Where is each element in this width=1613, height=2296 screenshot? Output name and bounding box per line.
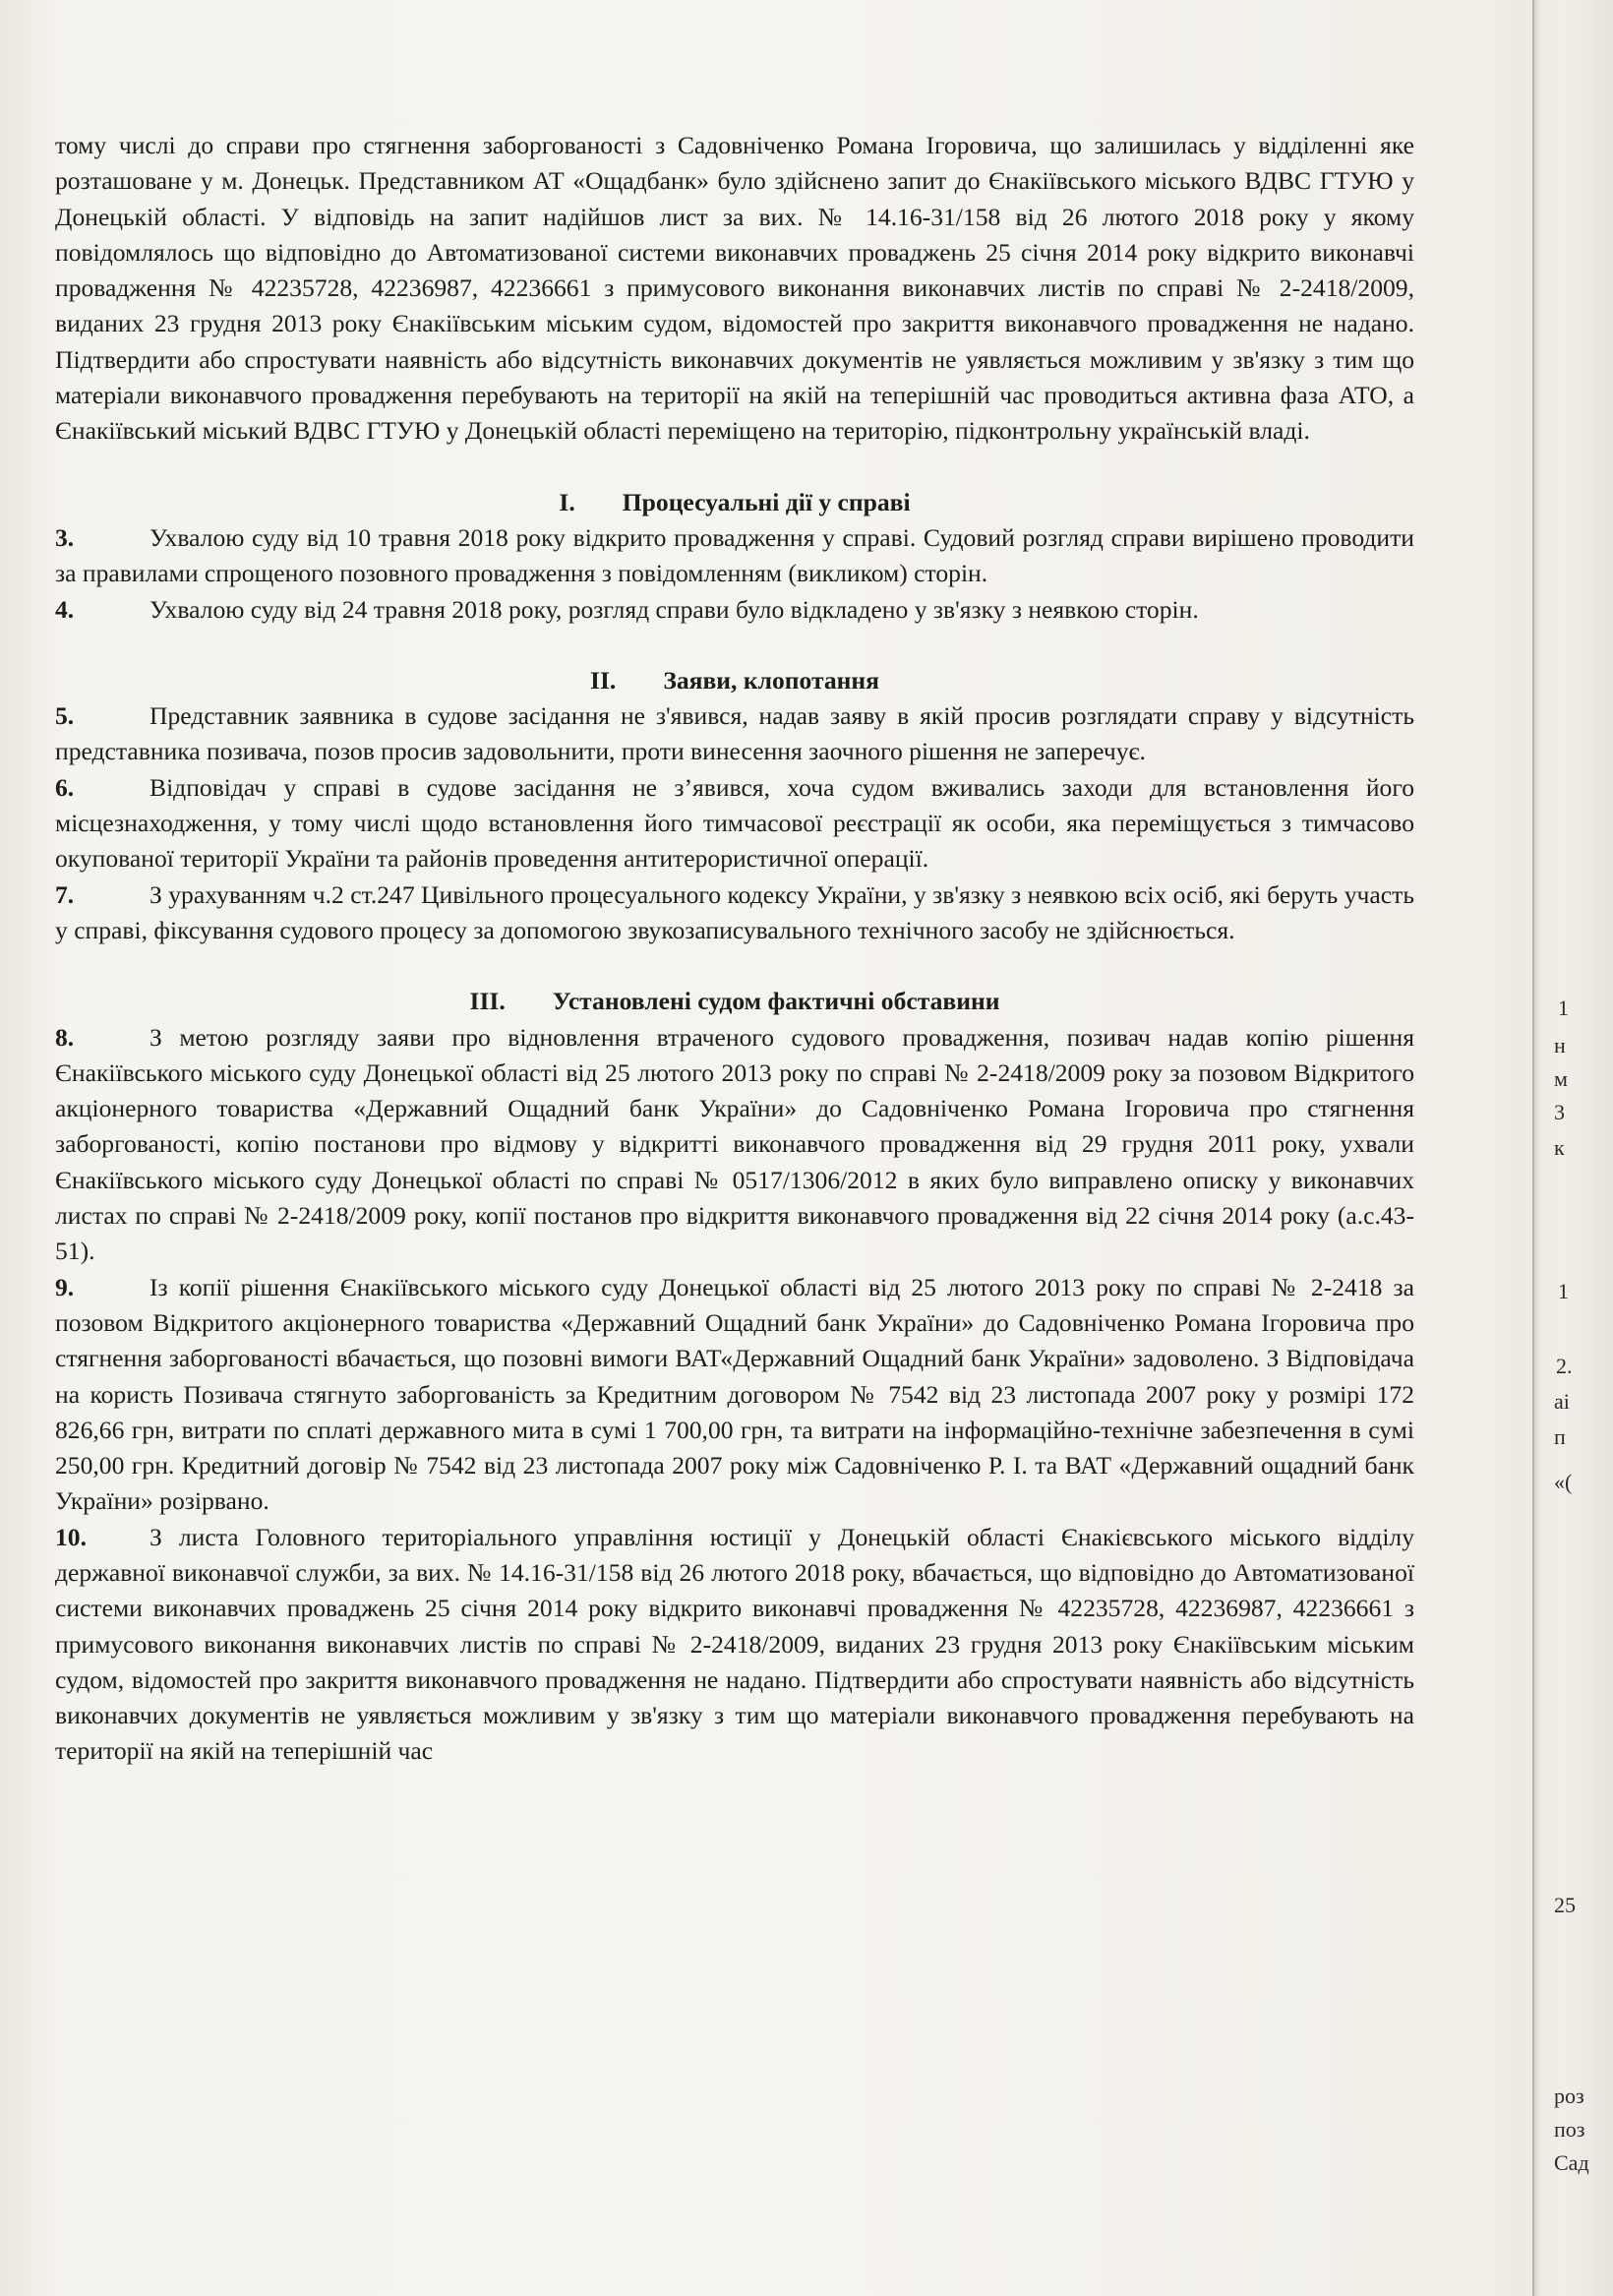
section-number: I. [559, 487, 575, 516]
edge-fragment: 1 [1558, 1279, 1569, 1303]
edge-fragment: ai [1554, 1389, 1570, 1414]
edge-fragment: «( [1554, 1470, 1573, 1494]
intro-paragraph: тому числі до справи про стягнення заборгованості з Садовніченко Романа Ігоровича, що залишилась у відділенні яке розташоване у м. Донецьк. Представником АТ «Ощадбанк» було здійснено запит до Єнакіївського міського ВДВС ГТУЮ у Донецькій області. У відповідь на запит надійшов лист за вих. № 14.16-31/158 від 26 лютого 2018 року у якому повідомлялось що відповідно до Автоматизованої системи виконавчих проваджень 25 січня 2014 року відкрито виконавчі провадження № 42235728, 42236987, 42236661 з примусового виконання виконавчих листів по справі № 2-2418/2009, виданих 23 грудня 2013 року Єнакіївським міським судом, відомостей про закриття виконавчого провадження не надано. Підтвердити або спростувати наявність або відсутність виконавчих документів не уявляється можливим у зв'язку з тим що матеріали виконавчого провадження перебувають на території на якій на теперішній час проводиться активна фаза АТО, а Єнакіївський міський ВДВС ГТУЮ у Донецькій області переміщено на територію, підконтрольну українській владі. [55, 131, 1414, 446]
numbered-paragraph [55, 770, 1414, 877]
edge-fragment: роз [1554, 2084, 1584, 2108]
document-body [55, 128, 1414, 1770]
paragraph-number: 6. [55, 772, 75, 802]
edge-fragment: Сад [1554, 2150, 1589, 2175]
paragraph-number: 8. [55, 1022, 75, 1052]
paragraph-number: 7. [55, 879, 75, 909]
numbered-paragraph [55, 877, 1414, 949]
edge-fragment: поз [1554, 2117, 1585, 2142]
section-heading [55, 984, 1414, 1019]
adjacent-page-edge [1532, 0, 1613, 2296]
edge-fragment: м [1554, 1066, 1568, 1091]
edge-fragment: к [1554, 1135, 1565, 1160]
paragraph-text: Ухвалою суду від 24 травня 2018 року, розгляд справи було відкладено у зв'язку з неявкою сторін. [149, 594, 1199, 624]
numbered-paragraph [55, 1520, 1414, 1770]
edge-fragment: 3 [1554, 1100, 1565, 1124]
paragraph-text: Ухвалою суду від 10 травня 2018 року відкрито провадження у справі. Судовий розгляд справи вирішено проводити за правилами спрощеного позовного провадження з повідомленням (викликом) сторін. [55, 522, 1414, 588]
paragraph-text: Відповідач у справі в судове засідання не з’явився, хоча судом вживались заходи для встановлення його місцезнаходження, у тому числі щодо встановлення його тимчасової реєстрації як особи, яка переміщується з тимчасово окупованої території України та районів проведення антитерористичної операції. [55, 772, 1414, 874]
paragraph-text: Із копії рішення Єнакіївського міського суду Донецької області від 25 лютого 2013 року по справі № 2-2418 за позовом Відкритого акціонерного товариства «Державний Ощадний банк України» до Садовніченко Романа Ігоровича про стягнення заборгованості вбачається, що позовні вимоги ВАТ«Державний Ощадний банк України» задоволено. З Відповідача на користь Позивача стягнуто заборгованість за Кредитним договором № 7542 від 23 листопада 2007 року у розмірі 172 826,66 грн, витрати по сплаті державного мита в сумі 1 700,00 грн, та витрати на інформаційно-технічне забезпечення в сумі 250,00 грн. Кредитний договір № 7542 від 23 листопада 2007 року між Садовніченко Р. І. та ВАТ «Державний ощадний банк України» розірвано. [55, 1272, 1414, 1516]
paragraph-number: 5. [55, 701, 75, 731]
numbered-paragraph [55, 698, 1414, 770]
paragraph-number: 9. [55, 1272, 75, 1301]
section-heading [55, 485, 1414, 520]
numbered-paragraph [55, 520, 1414, 592]
paragraph-text: З метою розгляду заяви про відновлення втраченого судового провадження, позивач надав копію рішення Єнакіївського міського суду Донецької області від 25 лютого 2013 року по справі № 2-2418/2009 року за позовом Відкритого акціонерного товариства «Державний Ощадний банк України» до Садовніченко Романа Ігоровича про стягнення заборгованості, копію постанови про відмову у відкритті виконавчого провадження від 29 грудня 2011 року, ухвали Єнакіївського міського суду Донецької області по справі № 0517/1306/2012 в яких було виправлено описку у виконавчих листах по справі № 2-2418/2009 року, копії постанов про відкриття виконавчого провадження від 22 січня 2014 року (а.с.43-51). [55, 1022, 1414, 1266]
numbered-paragraph [55, 1020, 1414, 1270]
paragraph-number: 10. [55, 1522, 87, 1551]
paragraph-text: З урахуванням ч.2 ст.247 Цивільного процесуального кодексу України, у зв'язку з неявкою всіх осіб, які беруть участь у справі, фіксування судового процесу за допомогою звукозаписувального технічного засобу не здійснюється. [55, 879, 1414, 944]
section-heading [55, 663, 1414, 698]
section-title: Процесуальні дії у справі [622, 487, 911, 516]
paragraph-number: 4. [55, 594, 75, 624]
paragraph-text: З листа Головного територіального управління юстиції у Донецькій області Єнакієвського міського відділу державної виконавчої служби, за вих. № 14.16-31/158 від 26 лютого 2018 року, вбачається, що відповідно до Автоматизованої системи виконавчих проваджень 25 січня 2014 року відкрито виконавчі провадження № 42235728, 42236987, 42236661 з примусового виконання виконавчих листів по справі № 2-2418/2009, виданих 23 грудня 2013 року Єнакіївським міським судом, відомостей про закриття виконавчого провадження не надано. Підтвердити або спростувати наявність або відсутність виконавчих документів не уявляється можливим у зв'язку з тим що матеріали виконавчого провадження перебувають на території на якій на теперішній час [55, 1522, 1414, 1766]
section-title: Заяви, клопотання [663, 665, 879, 695]
edge-fragment: п [1554, 1424, 1566, 1449]
paragraph-text: Представник заявника в судове засідання не з'явився, надав заяву в якій просив розглядати справу у відсутність представника позивача, позов просив задовольнити, проти винесення заочного рішення не заперечує. [55, 701, 1414, 766]
edge-fragment: 2. [1556, 1354, 1573, 1378]
edge-fragment: н [1554, 1033, 1566, 1057]
section-number: II. [590, 665, 617, 695]
edge-fragment: 1 [1558, 996, 1569, 1020]
numbered-paragraph [55, 592, 1414, 628]
section-number: III. [469, 987, 506, 1016]
numbered-paragraph [55, 1270, 1414, 1520]
edge-fragment: 25 [1554, 1893, 1576, 1917]
paragraph-number: 3. [55, 522, 75, 552]
section-title: Установлені судом фактичні обставини [552, 987, 1000, 1016]
